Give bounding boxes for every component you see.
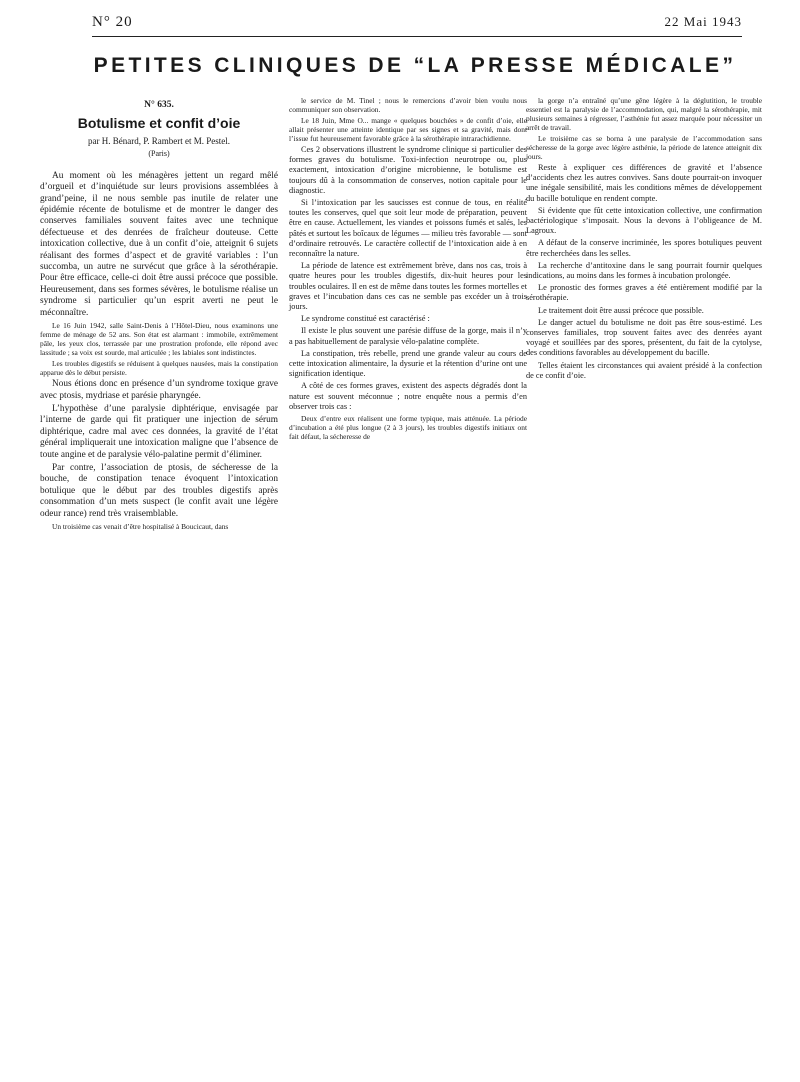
paragraph: Un troisième cas venait d’être hospitalisé à Boucicaut, dans [52,521,229,531]
paragraph: Le danger actuel du botulisme ne doit pas être sous-estimé. Les conserves familiales, trop souvent faites avec des denrées ayant voyagé et souillées par des spores, présentent, du fait de la cytolyse, des conditions favorables au développement du bacille. [526,317,762,358]
column-1-body [40,171,278,531]
article-authors: par H. Bénard, P. Rambert et M. Pestel. [88,136,230,147]
paragraph: Par contre, l’association de ptosis, de sécheresse de la bouche, de constipation tenace évoquent l’intoxication botulique que le début par des troubles digestifs après consommation d’un mets suspect (le confit avait une légère odeur rance) rend très vraisemblable. [40,462,278,519]
issue-number: N° 20 [92,14,133,30]
paragraph: Le traitement doit être aussi précoce que possible. [538,305,704,315]
paragraph: Deux d’entre eux réalisent une forme typique, mais atténuée. La période d’incubation a été plus longue (2 à 3 jours), les troubles digestifs initiaux ont fait défaut, la sécheresse de [289,414,527,442]
paragraph: Si évidente que fût cette intoxication collective, une confirmation bactériologique s’imposait. Nous la devons à l’obligeance de M. Lagroux. [526,205,762,236]
paragraph: Nous étions donc en présence d’un syndrome toxique grave avec ptosis, mydriase et parésie pharyngée. [40,379,278,401]
journal-banner: PETITES CLINIQUES DE “LA PRESSE MÉDICALE” [93,54,737,77]
paragraph: Ces 2 observations illustrent le syndrome clinique si particulier des formes graves du botulisme. Toxi-infection neurotrope ou, plus exactement, intoxication d’origine microbienne, le botulisme est toujours dû à la consommation de conserves, notion capitale pour le diagnostic. [289,145,527,195]
paragraph: La recherche d’antitoxine dans le sang pourrait fournir quelques indications, au moins dans les formes à incubation prolongée. [526,260,762,281]
paragraph: A défaut de la conserve incriminée, les spores botuliques peuvent être recherchées dans les selles. [526,238,762,258]
paragraph: Le 18 Juin, Mme O... mange « quelques bouchées » de confit d’oie, elle allait présenter une atteinte identique par ses signes et sa gravité, mais dont l’issue fut heureusement favorable grâce à la sérothérapie intrarachidienne. [289,116,527,143]
paragraph: la gorge n’a entraîné qu’une gêne légère à la déglutition, le trouble essentiel est la paralysie de l’accommodation, qui, malgré la sérothérapie, mit plusieurs semaines à régresser, l’asthénie fut assez marquée pour nécessiter un arrêt de travail. [526,96,762,132]
paragraph: A côté de ces formes graves, existent des aspects dégradés dont la nature est souvent méconnue ; notre enquête nous a permis d’en observer trois cas : [289,381,527,411]
column-2-body [289,96,527,441]
issue-date: 22 Mai 1943 [664,14,742,29]
article-title: Botulisme et confit d’oie [77,115,241,132]
paragraph: Les troubles digestifs se réduisent à quelques nausées, mais la constipation apparue dès le début persiste. [40,359,278,378]
header-rule [92,36,742,37]
paragraph: La période de latence est extrêmement brève, dans nos cas, trois à quatre heures pour les troubles digestifs, dix-huit heures pour les troubles oculaires. Il en est de même dans toutes les formes mortelles et graves et l’incubation dans ces cas ne semble pas excéder un à trois jours. [289,261,528,312]
paragraph: L’hypothèse d’une paralysie diphtérique, envisagée par l’interne de garde qui fit pratiquer une injection de sérum diphtérique, cadre mal avec ces données, la gravité de l’état général impliquerait une intoxication maligne que l’absence de toute angine et de paralysie vélo-palatine permit d’éliminer. [40,403,278,460]
paragraph: Telles étaient les circonstances qui avaient présidé à la confection de ce confit d’oie. [526,360,762,380]
paragraph: Reste à expliquer ces différences de gravité et l’absence d’accidents chez les autres convives. Sans doute pourrait-on invoquer une inégale sensibilité, mais les conditions mêmes de développement du bacille botulique en rendent compte. [526,163,762,203]
paragraph: Le 16 Juin 1942, salle Saint-Denis à l’Hôtel-Dieu, nous examinons une femme de ménage de 52 ans. Son état est alarmant : immobile, extrêmement pâle, les yeux clos, terrassée par une prostration profonde, elle répond avec lassitude ; sa voix est sourde, mal articulée ; les labiales sont indistinctes. [40,321,278,358]
paragraph: le service de M. Tinel ; nous le remercions d’avoir bien voulu nous communiquer son observation. [289,96,527,114]
article-number: N° 635. [144,100,174,110]
paragraph: Le syndrome constitué est caractérisé : [301,314,430,324]
paragraph: Le pronostic des formes graves a été entièrement modifié par la sérothérapie. [526,283,762,303]
paragraph: Si l’intoxication par les saucisses est connue de tous, en réalité toutes les conserves, quel que soit leur mode de préparation, peuvent être en cause. Actuellement, les viandes et poissons fumés et salés, les pâtés et surtout les boîcaux de légumes — milieu très favorable — sont d’ordinaire retrouvés. Le caractère collectif de l’intoxication aide à en reconnaître la nature. [289,198,527,259]
column-3-body [526,96,762,381]
paragraph: Au moment où les ménagères jettent un regard mêlé d’orgueil et d’inquiétude sur leurs provisions assemblées à grand’peine, il ne nous semble pas inutile de relater une épidémie récente de botulisme et de montrer le danger des conserves familiales souvent faites avec une technique défectueuse et des denrées de fraîcheur douteuse. Cette intoxication collective, due à un confit d’oie, atteignit 6 sujets réalisant des formes d’aspect et de gravité variables : l’un succomba, un autre ne survécut que grâce à la sérothérapie. Pour être efficace, celle-ci doit être aussi précoce que possible. Heureusement, dans ses formes sévères, le botulisme réalise un syndrome si particulier qu’un esprit averti ne peut le méconnaître. [40,170,278,318]
paragraph: Il existe le plus souvent une parésie diffuse de la gorge, mais il n’y a pas habituellement de paralysie vélo-palatine complète. [289,326,527,346]
article-place: (Paris) [148,148,170,158]
paragraph: Le troisième cas se borna à une paralysie de l’accommodation sans sécheresse de la gorge avec légère asthénie, la période de latence atteignit dix jours. [526,134,762,161]
column-1 [40,96,278,533]
column-3 [526,96,762,383]
column-2 [289,96,527,443]
paragraph: La constipation, très rebelle, prend une grande valeur au cours de cette intoxication alimentaire, la dysurie et la rétention d’urine ont une signification identique. [289,348,527,379]
